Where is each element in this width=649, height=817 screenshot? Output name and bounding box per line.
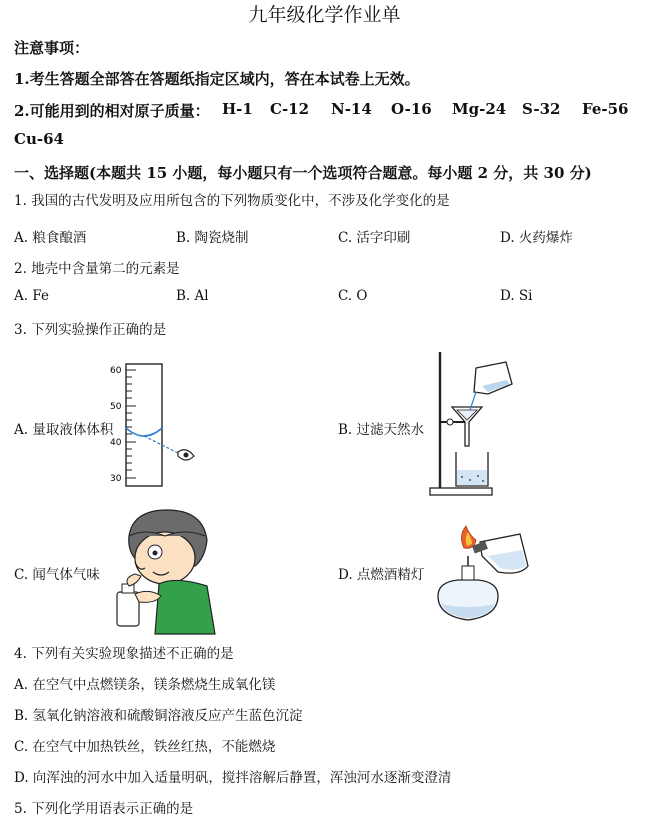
notice-line-1: 1.考生答题全部答在答题纸指定区域内，答在本试卷上无效。 xyxy=(14,70,420,88)
atomic-mass: Cu-64 xyxy=(14,130,64,148)
question-1-option-a: A. 粮食酿酒 xyxy=(14,230,87,246)
question-2-option-c: C. O xyxy=(338,288,368,304)
question-4-stem: 4. 下列有关实验现象描述不正确的是 xyxy=(14,646,234,662)
atomic-mass: Mg-24 xyxy=(452,100,507,118)
atomic-mass: Fe-56 xyxy=(582,100,629,118)
alcohol-lamp-figure xyxy=(428,526,532,634)
graduated-cylinder-figure xyxy=(110,360,206,490)
atomic-mass: H-1 xyxy=(222,100,253,118)
question-1-option-b: B. 陶瓷烧制 xyxy=(176,230,249,246)
atomic-mass: O-16 xyxy=(391,100,432,118)
question-3-option-c: C. 闻气体气味 xyxy=(14,567,100,583)
atomic-mass: S-32 xyxy=(522,100,561,118)
cylinder-tick-label: 50 xyxy=(110,402,122,412)
notice-line-2-label: 2.可能用到的相对原子质量： xyxy=(14,102,210,120)
cylinder-tick-label: 30 xyxy=(110,474,122,484)
question-1-option-d: D. 火药爆炸 xyxy=(500,230,573,246)
question-2-option-b: B. Al xyxy=(176,288,209,304)
page-title: 九年级化学作业单 xyxy=(248,4,401,26)
question-3-option-b: B. 过滤天然水 xyxy=(338,422,425,438)
question-2-stem: 2. 地壳中含量第二的元素是 xyxy=(14,261,180,277)
section-heading: 一、选择题(本题共 15 小题，每小题只有一个选项符合题意。每小题 2 分，共 30 分) xyxy=(14,164,592,182)
question-4-option-b: B. 氢氧化钠溶液和硫酸铜溶液反应产生蓝色沉淀 xyxy=(14,708,303,724)
question-4-option-a: A. 在空气中点燃镁条，镁条燃烧生成氧化镁 xyxy=(14,677,276,693)
cylinder-tick-label: 60 xyxy=(110,366,122,376)
filtration-setup-figure xyxy=(426,352,526,500)
question-1-option-c: C. 活字印刷 xyxy=(338,230,411,246)
cylinder-tick-label: 40 xyxy=(110,438,122,448)
question-3-stem: 3. 下列实验操作正确的是 xyxy=(14,322,167,338)
question-5-stem: 5. 下列化学用语表示正确的是 xyxy=(14,801,194,817)
atomic-mass: C-12 xyxy=(270,100,310,118)
atomic-mass: N-14 xyxy=(331,100,372,118)
question-3-option-d: D. 点燃酒精灯 xyxy=(338,567,425,583)
question-2-option-d: D. Si xyxy=(500,288,533,304)
smelling-gas-figure xyxy=(115,506,225,634)
question-4-option-c: C. 在空气中加热铁丝，铁丝红热，不能燃烧 xyxy=(14,739,276,755)
question-3-option-a: A. 量取液体体积 xyxy=(14,422,114,438)
question-1-stem: 1. 我国的古代发明及应用所包含的下列物质变化中，不涉及化学变化的是 xyxy=(14,193,450,209)
question-4-option-d: D. 向浑浊的河水中加入适量明矾，搅拌溶解后静置，浑浊河水逐渐变澄清 xyxy=(14,770,452,786)
notice-heading: 注意事项： xyxy=(14,39,90,57)
question-2-option-a: A. Fe xyxy=(14,288,49,304)
